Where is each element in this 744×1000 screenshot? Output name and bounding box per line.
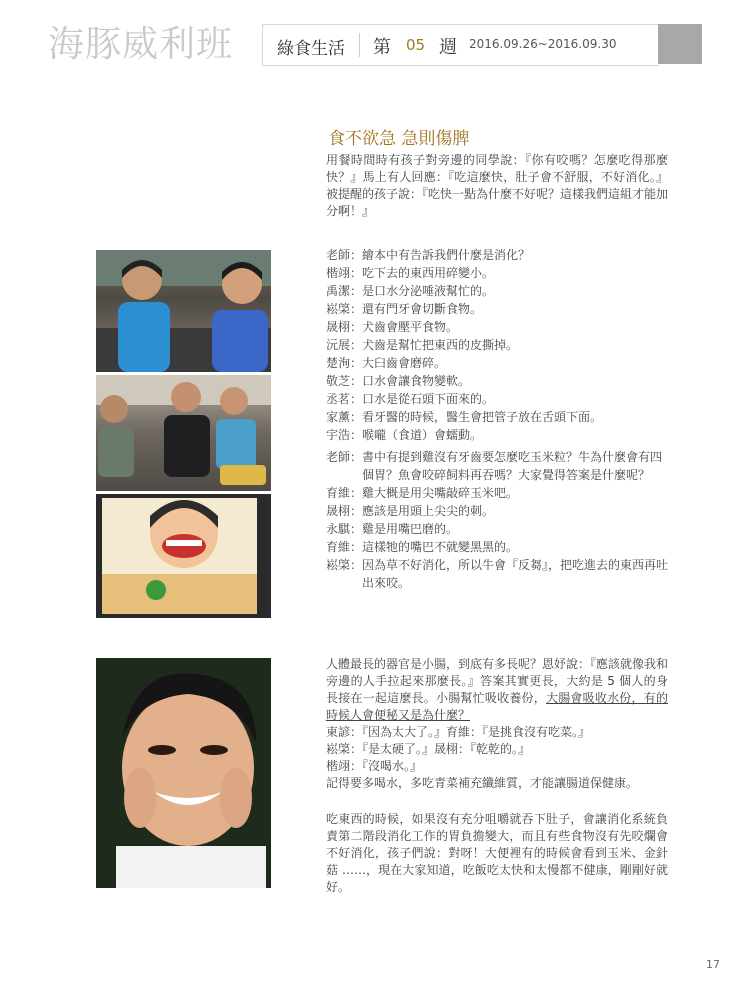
dialogue-text: 犬齒會壓平食物。 xyxy=(362,320,459,334)
speaker-label: 沅展： xyxy=(326,338,363,352)
dialogue-text: 口水是從石頭下面來的。 xyxy=(362,392,495,406)
speaker-label: 楚洵： xyxy=(326,356,363,370)
dialogue-text: 還有門牙會切斷食物。 xyxy=(362,302,483,316)
date-range: 2016.09.26~2016.09.30 xyxy=(469,37,617,51)
page-number: 17 xyxy=(706,958,720,971)
closing-paragraph: 吃東西的時候，如果沒有充分咀嚼就吞下肚子，會讓消化系統負責第二階段消化工作的胃負擔變大，而且有些食物沒有先咬爛會不好消化，孩子們說：對呀！大便裡有的時候會看到玉米、金針菇 ……，現在大家知道，吃飯吃太快和太慢都不健康，剛剛好就好。 xyxy=(326,812,668,894)
dialogue-line xyxy=(326,502,671,520)
speaker-label: 丞茗： xyxy=(326,392,363,406)
dialogue-text: 犬齒是幫忙把東西的皮撕掉。 xyxy=(362,338,519,352)
speaker-label: 老師： xyxy=(326,248,363,262)
dialogue-line xyxy=(326,426,671,444)
dialogue-text: 喉嚨（食道）會蠕動。 xyxy=(362,428,483,442)
speaker-label: 家薰： xyxy=(326,410,363,424)
photo-smiling-boy xyxy=(96,658,271,888)
week-suffix: 週 xyxy=(439,37,457,58)
header-box xyxy=(262,24,659,66)
speaker-label: 老師： xyxy=(326,450,363,464)
dialogue-line xyxy=(326,246,671,264)
speaker-label: 宇浩： xyxy=(326,428,363,442)
dialogue-text: 這樣牠的嘴巴不就變黑黑的。 xyxy=(362,540,519,554)
week-prefix: 第 xyxy=(373,37,391,58)
intro-paragraph: 用餐時間時有孩子對旁邊的同學說：『你有咬嗎？怎麼吃得那麼快？』馬上有人回應：『吃這麼快，肚子會不舒服，不好消化。』被提醒的孩子說：『吃快一點為什麼不好呢？這樣我們這組才能加分啊！』 xyxy=(326,153,669,218)
dialogue-text: 應該是用頭上尖尖的刺。 xyxy=(362,504,495,518)
speaker-label: 育維： xyxy=(326,486,363,500)
dialogue-text: 看牙醫的時候，醫生會把管子放在舌頭下面。 xyxy=(362,410,603,424)
dialogue-text: 大臼齒會磨碎。 xyxy=(362,356,447,370)
speaker-label: 楷翊： xyxy=(326,266,363,280)
photo-picture-book xyxy=(96,494,271,618)
dialogue-text: 雞是用嘴巴磨的。 xyxy=(362,522,459,536)
dialogue-text: 因為草不好消化，所以牛會『反芻』，把吃進去的東西再吐出來咬。 xyxy=(362,558,669,590)
divider xyxy=(359,33,360,57)
page-header xyxy=(0,0,744,80)
intestine-line: 楷翊：『沒喝水。』 xyxy=(326,759,423,773)
dialogue-line xyxy=(326,390,671,408)
photo-children-seated xyxy=(96,375,271,491)
dialogue-line xyxy=(326,520,671,538)
speaker-label: 晟栩： xyxy=(326,320,363,334)
speaker-label: 育維： xyxy=(326,540,363,554)
speaker-label: 永騏： xyxy=(326,522,363,536)
dialogue-line xyxy=(326,372,671,390)
class-name: 海豚威利班 xyxy=(48,24,234,65)
dialogue-text: 是口水分泌唾液幫忙的。 xyxy=(362,284,495,298)
intestine-line: 東諺：『因為太大了。』育維：『是挑食沒有吃菜。』 xyxy=(326,725,591,739)
dialogue-text: 繪本中有告訴我們什麼是消化？ xyxy=(362,248,531,262)
dialogue-line xyxy=(326,336,671,354)
header-gray-block xyxy=(658,24,702,64)
speaker-label: 崧棨： xyxy=(326,558,363,572)
dialogue-line xyxy=(326,484,671,502)
article-title: 食不欲急 急則傷脾 xyxy=(328,129,470,149)
dialogue-line xyxy=(326,354,671,372)
intestine-line: 記得要多喝水，多吃青菜補充纖維質，才能讓腸道保健康。 xyxy=(326,776,639,790)
dialogue-line xyxy=(326,408,671,426)
dialogue-line xyxy=(326,538,671,556)
intestine-paragraph: 人體最長的器官是小腸，到底有多長呢？恩妤說：『應該就像我和旁邊的人手拉起來那麼長。』答案其實更長，大約是 5 個人的身長接在一起這麼長。小腸幫忙吸收養份，大腸會吸收水份，有的時候人會便秘又是為什麼？ xyxy=(326,657,669,722)
speaker-label: 敬芝： xyxy=(326,374,363,388)
intestine-block xyxy=(326,656,668,792)
dialogue-line xyxy=(326,556,671,592)
dialogue-line xyxy=(326,264,671,282)
speaker-label: 禹潔： xyxy=(326,284,363,298)
intestine-line: 崧棨：『是太硬了。』晟栩：『乾乾的。』 xyxy=(326,742,531,756)
dialogue-text: 吃下去的東西用碎變小。 xyxy=(362,266,495,280)
dialogue-text: 口水會讓食物變軟。 xyxy=(362,374,471,388)
intestine-lines xyxy=(326,724,668,792)
dialogue-block xyxy=(326,246,671,592)
dialogue-text: 雞大概是用尖嘴敲碎玉米吧。 xyxy=(362,486,519,500)
topic-label: 綠食生活 xyxy=(277,39,345,59)
speaker-label: 崧棨： xyxy=(326,302,363,316)
dialogue-line xyxy=(326,300,671,318)
speaker-label: 晟栩： xyxy=(326,504,363,518)
underlined-question: 大腸會吸收水份，有的時候人會便秘又是為什麼？ xyxy=(326,691,668,722)
dialogue-line xyxy=(326,448,671,484)
photo-two-boys xyxy=(96,250,271,372)
dialogue-line xyxy=(326,282,671,300)
dialogue-text: 書中有提到雞沒有牙齒要怎麼吃玉米粒？牛為什麼會有四個胃？魚會咬碎飼料再吞嗎？大家覺得答案是什麼呢？ xyxy=(362,450,663,482)
week-number: 05 xyxy=(406,36,426,54)
dialogue-line xyxy=(326,318,671,336)
